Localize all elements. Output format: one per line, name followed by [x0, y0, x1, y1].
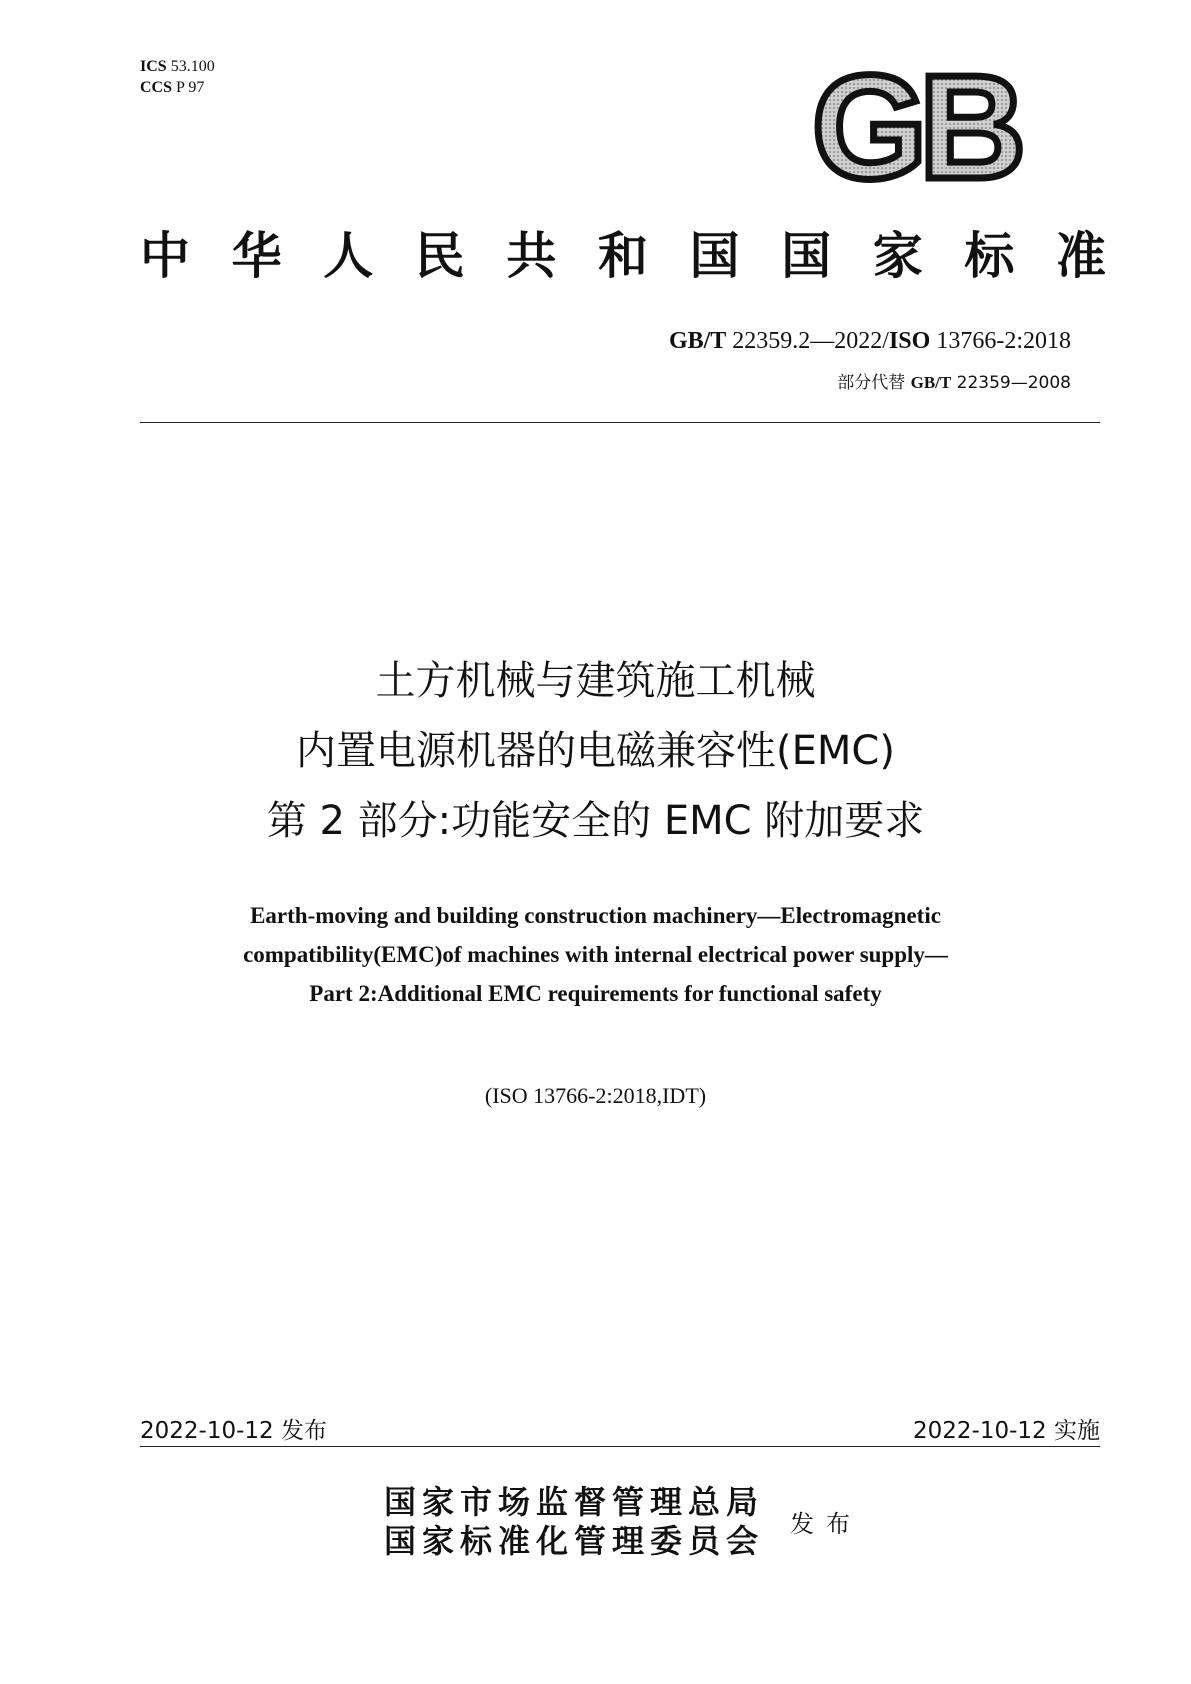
- publishers: [384, 1483, 764, 1561]
- ics-code: ICS 53.100: [140, 58, 215, 75]
- chinese-title: [0, 646, 1191, 856]
- publisher-name: 国家标准化管理委员会: [384, 1522, 765, 1560]
- chinese-title-line: 第 2 部分:功能安全的 EMC 附加要求: [266, 798, 925, 844]
- national-standard-heading: 中华人民共和国国家标准: [140, 226, 1108, 285]
- standard-number: GB/T 22359.2—2022/ISO 13766-2:2018: [668, 328, 1071, 354]
- publish-label: 发布: [790, 1510, 862, 1538]
- implement-date: 2022-10-12 实施: [913, 1418, 1100, 1444]
- english-title: [0, 896, 1191, 1013]
- ccs-code: CCS P 97: [140, 79, 205, 96]
- chinese-title-line: 土方机械与建筑施工机械: [375, 658, 816, 704]
- english-title-line: compatibility(EMC)of machines with internal electrical power supply—: [243, 942, 948, 967]
- english-title-line: Earth-moving and building construction machinery—Electromagnetic: [250, 903, 941, 928]
- footer-divider: [140, 1446, 1100, 1447]
- issue-date: 2022-10-12 发布: [140, 1418, 327, 1444]
- svg-text:GB: GB: [812, 70, 1018, 190]
- iso-equivalence: (ISO 13766-2:2018,IDT): [484, 1083, 707, 1108]
- chinese-title-line: 内置电源机器的电磁兼容性(EMC): [296, 728, 895, 774]
- replaces-standard: 部分代替 GB/T 22359—2008: [837, 373, 1071, 393]
- english-title-line: Part 2:Additional EMC requirements for functional safety: [309, 981, 882, 1006]
- publisher-name: 国家市场监督管理总局: [384, 1483, 765, 1521]
- classification-codes: [140, 56, 215, 98]
- gb-logo: [808, 70, 1040, 190]
- header-divider: [140, 422, 1100, 423]
